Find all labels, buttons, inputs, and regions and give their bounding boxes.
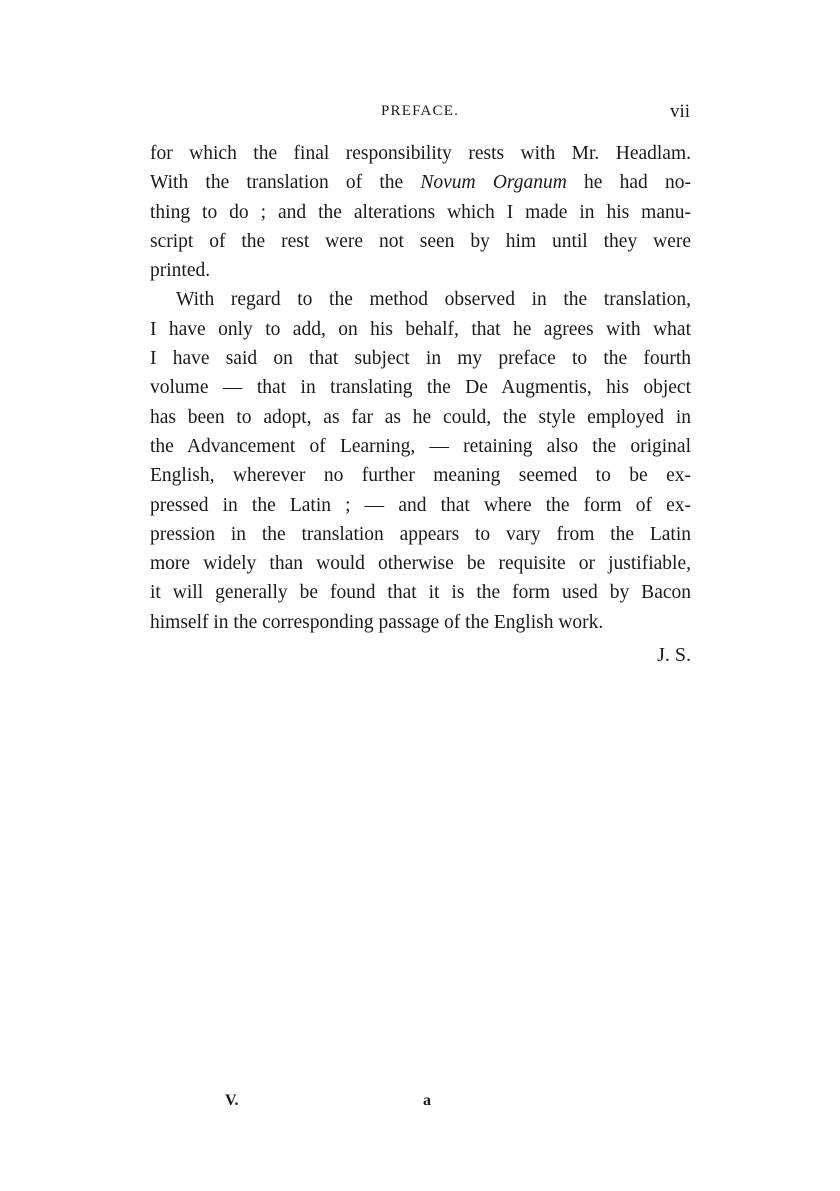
text-segment: pression in the translation appears to vary from the Latin [150,523,691,545]
volume-signature-mark: V. [225,1092,239,1109]
text-segment: thing to do ; and the alterations which I made in his manu- [150,201,691,223]
gathering-signature-mark: a [423,1092,431,1109]
paragraph [150,285,691,637]
paragraph [150,139,691,285]
running-head [150,101,690,125]
text-segment: I have said on that subject in my preface to the fourth [150,348,691,370]
text-line [150,373,691,402]
text-line [150,403,691,432]
text-segment: himself in the corresponding passage of the English work. [150,611,604,633]
text-segment: English, wherever no further meaning seemed to be ex- [150,465,691,487]
text-line [150,285,691,314]
running-title: PREFACE. [380,103,460,119]
text-line [150,520,691,549]
text-segment: printed. [150,260,211,282]
text-segment: pressed in the Latin ; — and that where the form of ex- [150,494,691,516]
body-text [150,139,691,670]
text-segment: With the translation of the [150,172,421,194]
text-line [150,227,691,256]
text-line [150,549,691,578]
text-line [150,608,691,637]
text-line [150,461,691,490]
text-segment: he had no- [566,172,691,194]
text-segment: it will generally be found that it is the form used by Bacon [150,582,691,604]
text-segment: for which the final responsibility rests with Mr. Headlam. [150,143,691,164]
text-line [150,432,691,461]
author-signature: J. S. [657,644,691,667]
text-segment: has been to adopt, as far as he could, the style employed in [150,406,691,428]
text-line [150,344,691,373]
text-line [150,491,691,520]
text-segment: script of the rest were not seen by him until they were [150,230,691,252]
text-line [150,256,691,285]
text-line [150,198,691,227]
page-number: vii [669,101,690,122]
text-line [150,578,691,607]
text-line [150,139,691,168]
text-segment: the Advancement of Learning, — retaining also the original [150,435,691,457]
text-line [150,168,691,197]
text-line [150,315,691,344]
text-segment: With regard to the method observed in the translation, [176,289,691,311]
text-segment: more widely than would otherwise be requisite or justifiable, [150,553,691,575]
text-segment: I have only to add, on his behalf, that he agrees with what [150,318,691,340]
text-segment: volume — that in translating the De Augmentis, his object [150,377,691,399]
italic-title-segment: Novum Organum [420,172,567,194]
page-footer [0,1092,840,1116]
